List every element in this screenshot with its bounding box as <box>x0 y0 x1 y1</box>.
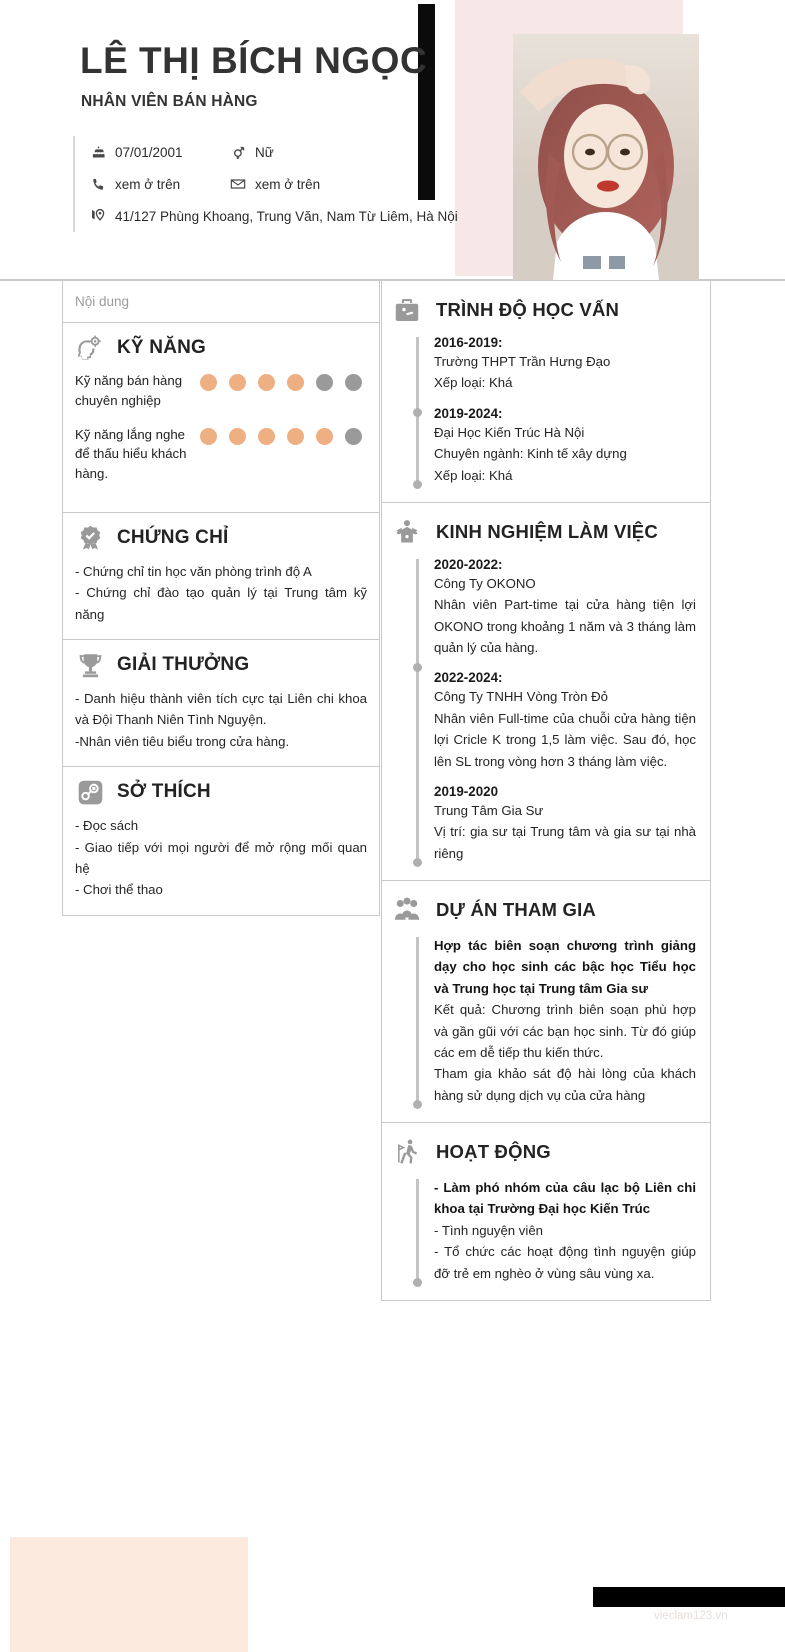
skills-header <box>75 333 367 363</box>
entry-line: Trường THPT Trần Hưng Đạo <box>434 354 611 369</box>
contact-row-1 <box>87 136 453 168</box>
trophy-icon <box>75 650 105 680</box>
project-heading: Hợp tác biên soạn chương trình giảng dạy cho học sinh các bậc học Tiểu học và Trung học tại Trung tâm Gia sư <box>434 938 696 996</box>
activity-entry <box>434 1177 696 1284</box>
award-line: -Nhân viên tiêu biểu trong cửa hàng. <box>75 733 290 749</box>
skill-label: Kỹ năng lắng nghe để thấu hiểu khách hàng. <box>75 426 187 482</box>
workplace-icon <box>392 517 422 547</box>
experience-entry <box>434 670 696 772</box>
skill-item <box>75 371 367 411</box>
education-header <box>392 295 696 325</box>
certificate-line: - Chứng chỉ tin học văn phòng trình độ A <box>75 563 312 579</box>
projects-header <box>392 895 696 925</box>
phone-value: xem ở trên <box>115 176 181 192</box>
envelope-icon <box>227 176 249 192</box>
head-brain-icon <box>75 333 105 363</box>
experience-timeline <box>392 557 696 864</box>
experience-entry <box>434 784 696 864</box>
contact-row-2 <box>87 168 453 200</box>
cake-icon <box>87 145 109 160</box>
entry-date: 2019-2024: <box>434 405 503 421</box>
watermark: vieclam123.vn <box>654 1610 728 1622</box>
experience-title: KINH NGHIỆM LÀM VIỆC <box>436 520 658 542</box>
entry-line: Đại Học Kiến Trúc Hà Nội <box>434 424 585 440</box>
entry-description: Nhân viên Full-time của chuỗi cửa hàng tiện lợi Cricle K trong 1,5 làm việc. Sau đó, học lên SL trong vòng hơn 3 tháng làm việc. <box>434 710 696 769</box>
activity-bold-line: - Làm phó nhóm của câu lạc bộ Liên chi khoa tại Trường Đại học Kiến Trúc <box>434 1180 696 1217</box>
timeline-line <box>416 337 419 486</box>
project-entry <box>434 935 696 1106</box>
project-paragraph: Kết quả: Chương trình biên soạn phù hợp và gần gũi với các bạn học sinh. Từ đó giúp các em dễ tiếp thu kiến thức. <box>434 1002 696 1060</box>
section-experience <box>382 503 710 881</box>
job-title: NHÂN VIÊN BÁN HÀNG <box>81 93 258 110</box>
section-projects <box>382 881 710 1123</box>
hobbies-title: SỞ THÍCH <box>117 781 211 803</box>
profile-photo <box>513 34 699 280</box>
cv-header <box>0 0 785 281</box>
entry-date: 2022-2024: <box>434 670 503 686</box>
skills-title: KỸ NĂNG <box>117 337 207 358</box>
activities-header <box>392 1137 696 1167</box>
skill-rating-dots <box>200 371 362 391</box>
certificates-header <box>75 523 367 553</box>
activities-timeline <box>392 1177 696 1284</box>
hobby-line: - Đọc sách <box>75 818 139 834</box>
entry-date: 2020-2022: <box>434 556 503 572</box>
certificates-title: CHỨNG CHỈ <box>117 526 229 548</box>
section-education <box>382 281 710 503</box>
entry-org: Trung Tâm Gia Sư <box>434 802 544 818</box>
content-placeholder: Nội dung <box>63 281 379 323</box>
entry-line: Xếp loại: Khá <box>434 375 513 391</box>
badge-check-icon <box>75 523 105 553</box>
email-value: xem ở trên <box>255 176 321 192</box>
section-skills <box>63 323 379 513</box>
awards-header <box>75 650 367 680</box>
phone-item <box>87 177 227 192</box>
gender-value: Nữ <box>255 144 274 160</box>
entry-line: Xếp loại: Khá <box>434 467 513 483</box>
address-item <box>87 208 458 224</box>
birthday-value: 07/01/2001 <box>115 144 183 160</box>
right-column <box>381 281 711 1301</box>
projects-title: DỰ ÁN THAM GIA <box>436 899 596 920</box>
timeline-line <box>416 559 419 864</box>
contact-row-3 <box>87 200 458 232</box>
projects-timeline <box>392 935 696 1106</box>
section-activities <box>382 1123 710 1301</box>
entry-description: Vị trí: gia sư tại Trung tâm và gia sư tại nhà riêng <box>434 824 696 861</box>
steam-icon <box>75 777 105 807</box>
phone-icon <box>87 177 109 192</box>
black-footer-bar <box>593 1587 785 1607</box>
entry-description: Nhân viên Part-time tại cửa hàng tiện lợi OKONO trong khoảng 1 năm và 3 tháng làm quản lý của hàng. <box>434 597 696 655</box>
education-title: TRÌNH ĐỘ HỌC VẤN <box>436 299 620 320</box>
contact-block <box>73 136 458 232</box>
award-line: - Danh hiệu thành viên tích cực tại Liên chi khoa và Đội Thanh Niên Tình Nguyện. <box>75 691 367 728</box>
skills-list <box>75 371 367 484</box>
section-hobbies <box>63 767 379 916</box>
section-awards <box>63 640 379 767</box>
hobby-line: - Chơi thể thao <box>75 882 163 898</box>
entry-date: 2016-2019: <box>434 335 503 350</box>
skill-label: Kỹ năng bán hàng chuyên nghiệp <box>75 373 183 408</box>
experience-entry <box>434 557 696 659</box>
awards-title: GIẢI THƯỞNG <box>117 654 250 676</box>
activity-line: - Tổ chức các hoạt động tình nguyện giúp đỡ trẻ em nghèo ở vùng sâu vùng xa. <box>434 1244 696 1281</box>
section-certificates <box>63 513 379 640</box>
entry-org: Công Ty OKONO <box>434 575 536 591</box>
page-title: LÊ THỊ BÍCH NGỌC <box>80 40 428 81</box>
experience-header <box>392 517 696 547</box>
peach-decor-block <box>10 1537 248 1652</box>
email-item <box>227 176 320 192</box>
people-group-icon <box>392 895 422 925</box>
gender-icon <box>227 145 249 160</box>
entry-org: Công Ty TNHH Vòng Tròn Đỏ <box>434 689 608 705</box>
gender-item <box>227 145 274 160</box>
address-value: 41/127 Phùng Khoang, Trung Văn, Nam Từ Liêm, Hà Nội <box>115 208 458 224</box>
entry-date: 2019-2020 <box>434 783 499 799</box>
left-column <box>62 281 380 916</box>
education-entry <box>434 406 696 486</box>
hobby-line: - Giao tiếp với mọi người để mở rộng mối quan hệ <box>75 839 367 876</box>
timeline-line <box>416 937 419 1106</box>
hobbies-header <box>75 777 367 807</box>
briefcase-icon <box>392 295 422 325</box>
skill-item <box>75 425 367 484</box>
birthday-item <box>87 145 227 160</box>
activity-line: - Tình nguyện viên <box>434 1222 543 1238</box>
map-pin-icon <box>87 208 109 224</box>
project-paragraph: Tham gia khảo sát độ hài lòng của khách hàng sử dụng dịch vụ của cửa hàng <box>434 1066 696 1103</box>
timeline-line <box>416 1179 419 1284</box>
education-timeline <box>392 335 696 486</box>
skill-rating-dots <box>200 425 362 445</box>
activities-title: HOẠT ĐỘNG <box>436 1141 551 1162</box>
certificate-line: - Chứng chỉ đào tạo quản lý tại Trung tâm kỹ năng <box>75 585 367 622</box>
entry-line: Chuyên ngành: Kinh tế xây dựng <box>434 446 627 462</box>
education-entry <box>434 335 696 394</box>
hiking-person-icon <box>392 1137 422 1167</box>
